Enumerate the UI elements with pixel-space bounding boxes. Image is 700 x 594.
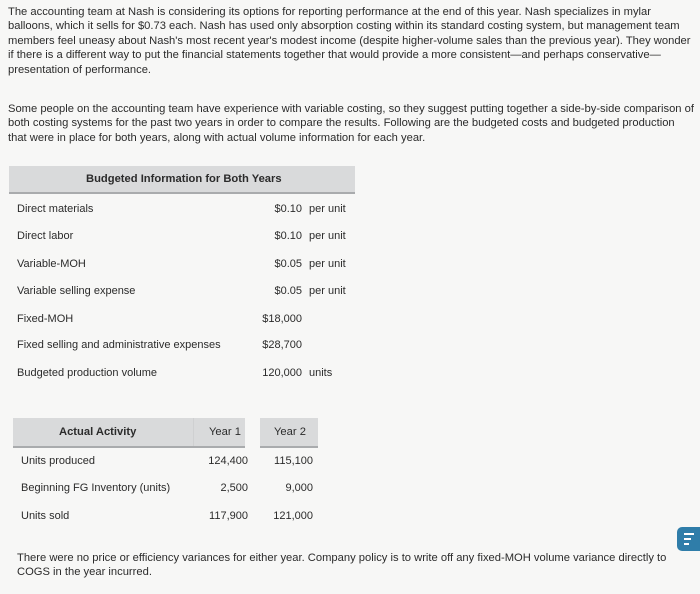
row-unit: per unit <box>309 258 346 270</box>
row-label: Direct materials <box>17 203 94 215</box>
row-label: Direct labor <box>17 230 74 242</box>
budget-table-header <box>9 166 355 194</box>
year1-header <box>195 418 245 446</box>
intro-paragraph-2: Some people on the accounting team have experience with variable costing, so they suggest putting together a side-by-side comparison of both costing systems for the past two years in order to compare the results. Following are the budgeted costs and budgeted production that were in place for both years, along with actual volume information for each year. <box>8 103 694 144</box>
row-label: Beginning FG Inventory (units) <box>21 482 171 494</box>
row-label: Fixed-MOH <box>17 313 74 325</box>
row-label: Budgeted production volume <box>17 367 158 379</box>
actual-row-units-produced <box>0 455 700 471</box>
row-year1: 2,500 <box>220 482 248 494</box>
actual-row-beginning-inventory <box>0 482 700 498</box>
row-amount: $0.05 <box>274 285 302 297</box>
icon-line <box>684 533 694 535</box>
actual-table-title: Actual Activity <box>59 426 137 438</box>
icon-line <box>684 543 689 545</box>
row-unit: units <box>309 367 333 379</box>
intro-paragraph-1: The accounting team at Nash is considering its options for reporting performance at the end of this year. Nash specializes in mylar balloons, which it sells for $0.73 each. Nash has used only absorption costing within its standard costing system, but management team members feel uneasy about Nash's most recent year's modest income (despite higher-volume sales than the previous year). They wonder if there is a different way to put the financial statements together that would provide a more consistent—and perhaps conservative—presentation of performance. <box>8 6 691 76</box>
row-year1: 117,900 <box>209 510 248 522</box>
budget-row-direct-materials <box>0 203 700 219</box>
row-unit: per unit <box>309 230 346 242</box>
row-label: Units sold <box>21 510 70 522</box>
row-year2: 121,000 <box>273 510 313 522</box>
year2-label: Year 2 <box>274 426 306 438</box>
budget-table-title: Budgeted Information for Both Years <box>86 173 282 185</box>
row-label: Variable-MOH <box>17 258 86 270</box>
budget-row-variable-moh <box>0 258 700 274</box>
year2-header <box>260 418 318 448</box>
row-label: Fixed selling and administrative expenses <box>17 339 221 351</box>
row-year1: 124,400 <box>208 455 248 467</box>
row-year2: 9,000 <box>285 482 313 494</box>
budget-row-fixed-moh <box>0 313 700 329</box>
row-amount: 120,000 <box>262 367 302 379</box>
row-amount: $28,700 <box>262 339 302 351</box>
row-amount: $0.10 <box>274 230 302 242</box>
budget-row-direct-labor <box>0 230 700 246</box>
row-amount: $0.10 <box>274 203 302 215</box>
row-amount: $18,000 <box>262 313 302 325</box>
row-amount: $0.05 <box>274 258 302 270</box>
row-year2: 115,100 <box>274 455 313 467</box>
icon-line <box>684 538 691 540</box>
budget-row-fixed-selling-admin <box>0 339 700 355</box>
year1-label: Year 1 <box>209 426 241 438</box>
notes-panel-icon[interactable] <box>677 527 700 551</box>
budget-row-production-volume <box>0 367 700 383</box>
footer-note: There were no price or efficiency variances for either year. Company policy is to write off any fixed-MOH volume variance directly to COGS in the year incurred. <box>17 552 667 579</box>
row-label: Units produced <box>21 455 95 467</box>
actual-row-units-sold <box>0 510 700 526</box>
budget-row-variable-selling <box>0 285 700 301</box>
row-unit: per unit <box>309 285 346 297</box>
header-divider <box>193 418 194 446</box>
row-label: Variable selling expense <box>17 285 136 297</box>
row-unit: per unit <box>309 203 346 215</box>
